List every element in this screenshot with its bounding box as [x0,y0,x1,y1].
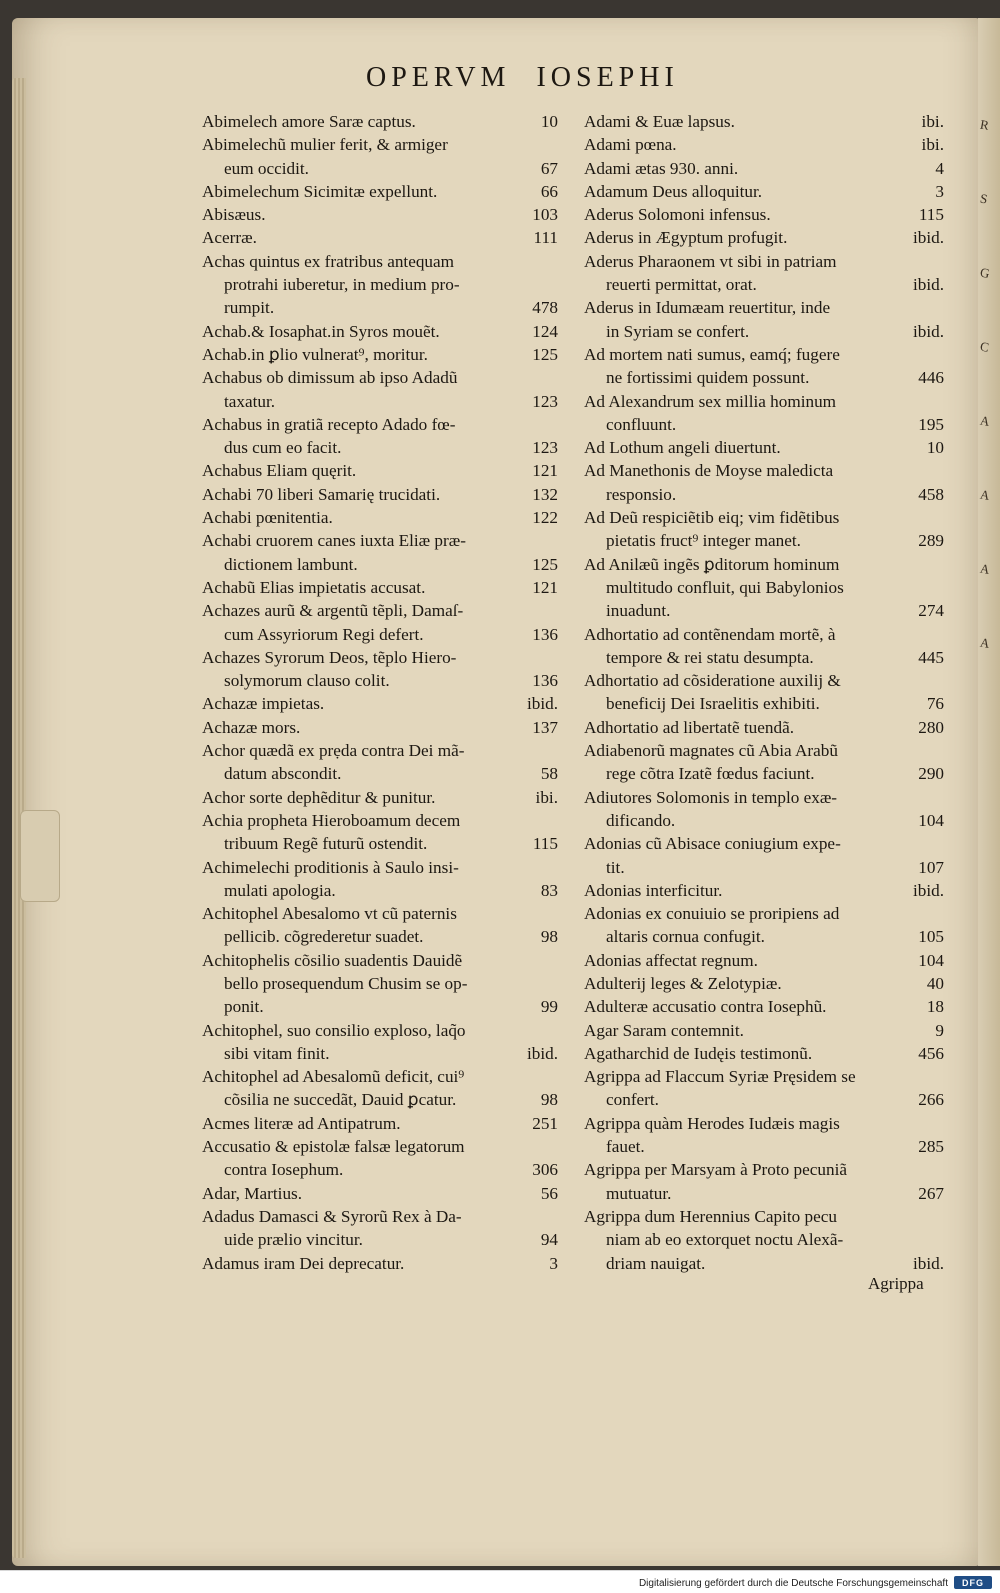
entry-text: tribuum Regẽ futurũ ostendit. [224,834,428,854]
adjacent-page-edge [978,18,1000,1566]
entry-page: 66 [540,181,558,201]
index-entry [202,110,558,133]
entry-page: 3 [549,1253,558,1273]
entry-text: mulati apologia. [224,880,336,900]
entry-text: Adulteræ accusatio contra Iosephũ. [584,997,827,1017]
entry-page: 478 [532,298,558,318]
index-entry [202,832,558,855]
entry-page: 123 [532,438,558,458]
entry-text: reuerti permittat, orat. [606,275,757,295]
index-entry [584,413,944,436]
entry-text: solymorum clauso colit. [224,671,390,691]
entry-page: ibid. [526,694,558,714]
entry-text: inuadunt. [606,601,671,621]
entry-page: 3 [935,181,944,201]
entry-text: Agrippa quàm Herodes Iudæis magis [584,1113,840,1133]
index-entry [202,343,558,366]
entry-page: 125 [532,554,558,574]
header-right: IOSEPHI [536,62,679,93]
index-entry [202,925,558,948]
index-entry [584,157,944,180]
index-entry [584,972,944,995]
index-entry [584,995,944,1018]
entry-text: Accusatio & epistolæ falsæ legatorum [202,1137,465,1157]
clip-tab [20,810,60,902]
entry-text: Adonias affectat regnum. [584,950,758,970]
index-entry [584,949,944,972]
index-entry [202,1135,558,1158]
entry-page: 136 [532,624,558,644]
entry-text: Abimelechum Sicimitæ expellunt. [202,181,438,201]
entry-text: multitudo confluit, qui Babylonios [606,577,844,597]
index-column-right [584,110,944,1275]
index-entry [202,1065,558,1088]
entry-text: Adamus iram Dei deprecatur. [202,1253,405,1273]
index-entry [584,692,944,715]
index-entry [584,786,944,809]
entry-text: Aderus Pharaonem vt sibi in patriam [584,251,837,271]
index-entry [202,1019,558,1042]
entry-page: 121 [532,577,558,597]
entry-text: Achia propheta Hieroboamum decem [202,810,461,830]
entry-text: Adamum Deus alloquitur. [584,181,763,201]
index-entry [202,949,558,972]
entry-text: sibi vitam finit. [224,1043,330,1063]
index-entry [202,809,558,832]
entry-text: uide prælio vincitur. [224,1230,363,1250]
index-entry [202,786,558,809]
entry-text: Agar Saram contemnit. [584,1020,744,1040]
index-entry [202,1182,558,1205]
entry-text: Acerræ. [202,228,257,248]
index-entry [202,1228,558,1251]
entry-text: Ad Deũ respiciẽtib eiq; vim fidẽtibus [584,508,840,528]
margin-notes [980,118,998,710]
entry-page: 458 [918,484,944,504]
index-entry [584,1112,944,1135]
entry-page: ibid. [912,1253,944,1273]
entry-text: Adhortatio ad libertatẽ tuendã. [584,717,794,737]
index-entry [202,1042,558,1065]
entry-page: 266 [918,1090,944,1110]
entry-text: Agrippa per Marsyam à Proto pecuniã [584,1160,847,1180]
entry-text: Achab.in ꝑlio vulnerat⁹, moritur. [202,344,428,364]
index-entry [584,553,944,576]
index-entry [584,436,944,459]
entry-text: Achazæ impietas. [202,694,325,714]
index-entry [584,180,944,203]
entry-text: Achor sorte dephẽditur & punitur. [202,787,436,807]
entry-text: Ad Alexandrum sex millia hominum [584,391,837,411]
entry-page: 280 [918,717,944,737]
entry-text: Agrippa ad Flaccum Syriæ Pręsidem se [584,1067,856,1087]
dfg-logo: DFG [954,1576,992,1589]
entry-page: 289 [918,531,944,551]
index-entry [584,809,944,832]
entry-page: 251 [532,1113,558,1133]
index-entry [584,1135,944,1158]
entry-page: 267 [918,1183,944,1203]
entry-page: 290 [918,764,944,784]
index-entry [202,203,558,226]
entry-page: 125 [532,344,558,364]
entry-text: responsio. [606,484,677,504]
entry-page: 285 [918,1137,944,1157]
header-left: OPERVM [366,62,511,93]
entry-text: Abimelechũ mulier ferit, & armiger [202,135,448,155]
index-entry [584,646,944,669]
entry-text: Adami pœna. [584,135,677,155]
entry-text: mutuatur. [606,1183,672,1203]
index-entry [202,180,558,203]
index-entry [584,320,944,343]
index-entry [202,692,558,715]
index-entry [584,203,944,226]
entry-text: fauet. [606,1137,645,1157]
index-entry [202,273,558,296]
index-column-left [202,110,558,1275]
index-entry [584,273,944,296]
entry-page: 98 [540,927,558,947]
entry-page: 195 [918,414,944,434]
index-entry [584,366,944,389]
entry-text: protrahi iuberetur, in medium pro- [224,275,460,295]
catchword: Agrippa [868,1274,924,1293]
entry-text: eum occidit. [224,158,309,178]
entry-page: ibi. [921,135,944,155]
entry-text: Aderus in Idumæam reuertitur, inde [584,298,831,318]
index-entry [202,226,558,249]
entry-text: Achazæ mors. [202,717,301,737]
index-entry [584,1228,944,1251]
index-entry [202,157,558,180]
entry-text: Adadus Damasci & Syrorũ Rex à Da- [202,1206,462,1226]
entry-text: Achazes aurũ & argentũ tẽpli, Damaſ- [202,601,464,621]
entry-page: 99 [540,997,558,1017]
margin-note: A [978,634,991,651]
index-entry [584,1252,944,1275]
margin-note: C [978,338,991,355]
entry-text: Adulterij leges & Zelotypiæ. [584,973,782,993]
entry-page: 104 [918,810,944,830]
index-entry [584,110,944,133]
index-entry [584,250,944,273]
entry-text: tempore & rei statu desumpta. [606,647,814,667]
entry-page: 456 [918,1043,944,1063]
entry-page: 115 [532,834,558,854]
entry-text: Adami & Euæ lapsus. [584,112,735,131]
entry-page: 105 [918,927,944,947]
index-entry [584,739,944,762]
index-entry [584,133,944,156]
index-entry [584,529,944,552]
index-entry [584,459,944,482]
entry-page: 104 [918,950,944,970]
entry-page: 76 [926,694,944,714]
entry-page: ibid. [526,1043,558,1063]
index-entry [202,902,558,925]
index-entry [202,739,558,762]
index-entry [584,1088,944,1111]
entry-text: Abimelech amore Saræ captus. [202,112,416,131]
index-entry [584,343,944,366]
entry-text: dus cum eo facit. [224,438,342,458]
entry-text: Abisæus. [202,205,266,225]
index-entry [202,529,558,552]
index-entry [584,390,944,413]
index-entry [202,646,558,669]
entry-text: beneficij Dei Israelitis exhibiti. [606,694,820,714]
index-entry [584,1205,944,1228]
entry-text: Adonias interficitur. [584,880,723,900]
index-entry [202,366,558,389]
entry-page: 132 [532,484,558,504]
index-entry [202,995,558,1018]
margin-note: R [978,116,991,133]
index-entry [202,250,558,273]
entry-text: contra Iosephum. [224,1160,344,1180]
index-entry [584,879,944,902]
entry-page: 445 [918,647,944,667]
entry-page: ibid. [912,321,944,341]
index-entry [202,879,558,902]
entry-text: Agrippa dum Herennius Capito pecu [584,1206,837,1226]
entry-page: ibid. [912,275,944,295]
entry-text: Adiabenorũ magnates cũ Abia Arabũ [584,741,838,761]
index-entry [584,716,944,739]
index-entry [584,1019,944,1042]
index-entry [584,599,944,622]
entry-text: bello prosequendum Chusim se op- [224,973,468,993]
index-entry [584,902,944,925]
entry-text: Achimelechi proditionis à Saulo insi- [202,857,459,877]
margin-note: S [978,190,989,207]
entry-page: 103 [532,205,558,225]
entry-page: ibi. [535,787,558,807]
entry-page: 306 [532,1160,558,1180]
entry-page: 56 [540,1183,558,1203]
entry-text: Agatharchid de Iudęis testimonũ. [584,1043,813,1063]
entry-text: Achas quintus ex fratribus antequam [202,251,455,271]
entry-text: Ad Manethonis de Moyse maledicta [584,461,834,481]
index-entry [202,436,558,459]
entry-text: Achitophel, suo consilio exploso, laq̃o [202,1020,466,1040]
entry-text: Achabi cruorem canes iuxta Eliæ præ- [202,531,466,551]
entry-text: cõsilia ne succedãt, Dauid ꝑcatur. [224,1090,457,1110]
margin-note: A [978,560,991,577]
entry-text: driam nauigat. [606,1253,706,1273]
entry-text: Achabũ Elias impietatis accusat. [202,577,426,597]
index-entry [202,459,558,482]
entry-text: Acmes literæ ad Antipatrum. [202,1113,401,1133]
entry-page: 446 [918,368,944,388]
entry-page: 83 [540,880,558,900]
index-entry [202,576,558,599]
entry-text: Achitophel ad Abesalomũ deficit, cui⁹ [202,1067,465,1087]
entry-text: rumpit. [224,298,275,318]
index-entry [202,1088,558,1111]
index-entry [202,856,558,879]
entry-page: 137 [532,717,558,737]
entry-text: datum abscondit. [224,764,342,784]
entry-text: Aderus in Ægyptum profugit. [584,228,788,248]
entry-text: Adiutores Solomonis in templo exæ- [584,787,838,807]
index-entry [584,483,944,506]
entry-text: Ad Lothum angeli diuertunt. [584,438,781,458]
entry-text: Adonias cũ Abisace coniugium expe- [584,834,841,854]
entry-text: Adhortatio ad cõsideratione auxilij & [584,671,841,691]
index-entry [202,623,558,646]
index-entry [202,1252,558,1275]
entry-text: Achabus Eliam quęrit. [202,461,357,481]
entry-text: Ad mortem nati sumus, eamq́; fugere [584,344,840,364]
index-entry [584,506,944,529]
entry-page: ibid. [912,880,944,900]
entry-page: 10 [926,438,944,458]
entry-page: 40 [926,973,944,993]
entry-page: 115 [918,205,944,225]
index-entry [584,925,944,948]
entry-text: pellicib. cõgrederetur suadet. [224,927,424,947]
index-entry [202,483,558,506]
entry-page: 58 [540,764,558,784]
entry-page: 111 [533,228,558,248]
entry-text: cum Assyriorum Regi defert. [224,624,424,644]
index-entry [202,296,558,319]
entry-text: Achazes Syrorum Deos, tẽplo Hiero- [202,647,457,667]
index-entry [202,1112,558,1135]
entry-text: Achabi pœnitentia. [202,508,333,528]
entry-text: ne fortissimi quidem possunt. [606,368,810,388]
entry-page: 107 [918,857,944,877]
index-entry [584,576,944,599]
index-entry [202,133,558,156]
entry-page: ibid. [912,228,944,248]
index-entry [584,1065,944,1088]
entry-text: dictionem lambunt. [224,554,358,574]
entry-text: pietatis fruct⁹ integer manet. [606,531,801,551]
entry-text: niam ab eo extorquet noctu Alexã- [606,1230,844,1250]
index-entry [202,390,558,413]
entry-page: 123 [532,391,558,411]
index-entry [584,762,944,785]
entry-page: 18 [926,997,944,1017]
footer-text: Digitalisierung gefördert durch die Deutsche Forschungsgemeinschaft [638,1578,948,1589]
index-entry [202,320,558,343]
index-entry [584,832,944,855]
entry-page: 94 [540,1230,558,1250]
entry-text: Adonias ex conuiuio se proripiens ad [584,904,840,924]
entry-text: Ad Anilæũ ingẽs ꝑditorum hominum [584,554,840,574]
index-entry [202,599,558,622]
index-entry [202,669,558,692]
entry-page: 10 [540,112,558,131]
entry-page: 9 [935,1020,944,1040]
index-entry [584,296,944,319]
footer-bar [0,1570,1000,1593]
entry-text: Achabus ob dimissum ab ipso Adadũ [202,368,458,388]
index-entry [584,1042,944,1065]
index-entry [584,1158,944,1181]
entry-page: 136 [532,671,558,691]
index-entry [202,506,558,529]
entry-page: ibi. [921,112,944,131]
entry-text: confluunt. [606,414,677,434]
entry-text: confert. [606,1090,659,1110]
entry-page: 67 [540,158,558,178]
entry-text: ponit. [224,997,264,1017]
index-entry [584,623,944,646]
index-entry [202,1158,558,1181]
index-entry [584,1182,944,1205]
index-entry [202,1205,558,1228]
entry-text: altaris cornua confugit. [606,927,765,947]
entry-page: 98 [540,1090,558,1110]
index-entry [202,762,558,785]
index-entry [202,553,558,576]
entry-text: Achab.& Iosaphat.in Syros mouẽt. [202,321,440,341]
entry-text: tit. [606,857,625,877]
index-entry [584,226,944,249]
entry-page: 122 [532,508,558,528]
entry-text: Achitophelis cõsilio suadentis Dauidẽ [202,950,463,970]
entry-text: Adhortatio ad contẽnendam mortẽ, à [584,624,836,644]
margin-note: A [978,412,991,429]
index-entry [202,972,558,995]
entry-text: taxatur. [224,391,276,411]
entry-text: in Syriam se confert. [606,321,750,341]
entry-text: Adar, Martius. [202,1183,303,1203]
entry-text: Achabus in gratiã recepto Adado fœ- [202,414,456,434]
entry-text: Achor quædã ex prẹda contra Dei mã- [202,741,465,761]
running-header [366,62,705,94]
entry-text: rege cõtra Izatẽ fœdus faciunt. [606,764,815,784]
margin-note: G [978,264,991,281]
index-entry [584,856,944,879]
entry-text: dificando. [606,810,676,830]
entry-text: Adami ætas 930. anni. [584,158,739,178]
entry-page: 274 [918,601,944,621]
book-page [12,18,980,1566]
entry-text: Achitophel Abesalomo vt cũ paternis [202,904,457,924]
index-entry [202,413,558,436]
entry-text: Aderus Solomoni infensus. [584,205,771,225]
entry-page: 4 [935,158,944,178]
margin-note: A [978,486,991,503]
entry-page: 121 [532,461,558,481]
index-entry [202,716,558,739]
entry-text: Achabi 70 liberi Samarię trucidati. [202,484,441,504]
entry-page: 124 [532,321,558,341]
index-entry [584,669,944,692]
